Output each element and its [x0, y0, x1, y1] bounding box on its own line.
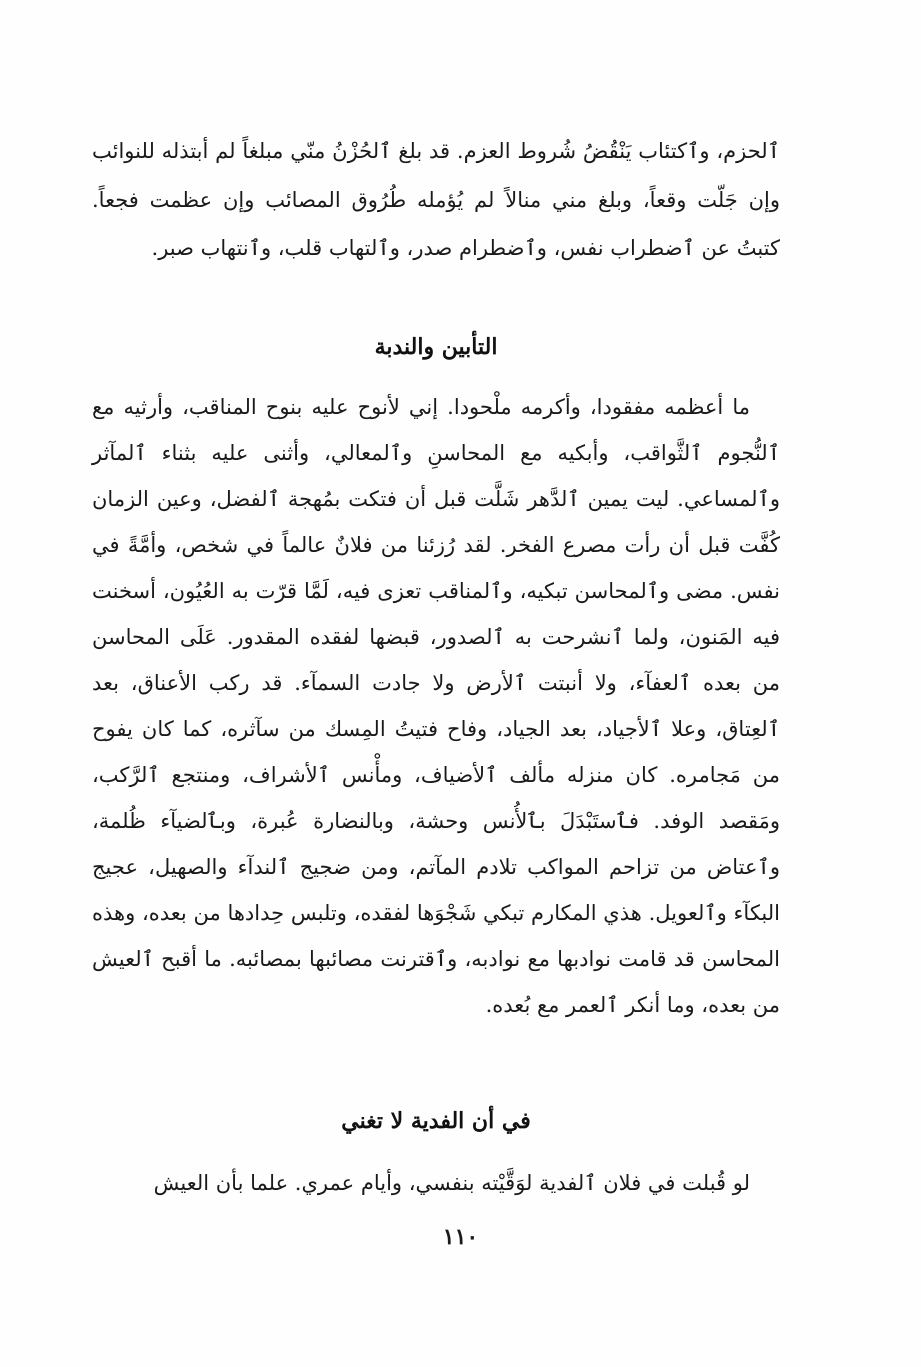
section-heading-eulogy: التأبين والندبة [374, 334, 498, 360]
body-paragraph-continued: ٱلحزم، وٱكتئاب يَنْقُضُ شُروط العزم. قد بلغ ٱلحُزْنُ منّي مبلغاً لم أبتذله للنوائب وإن جَلّت وقعاً، وبلغ مني منالاً لم يُؤمله طُرُوق المصائب وإن عظمت فجعاً. كتبتُ عن ٱضطراب نفس، وٱضطرام صدر، وٱلتهاب قلب، وٱنتهاب صبر. [92, 139, 780, 260]
section-heading-ransom: في أن الفدية لا تغني [341, 1108, 531, 1134]
page-number: ١١٠ [442, 1224, 479, 1250]
body-paragraph-ransom: لو قُبلت في فلان ٱلفدية لوَقَّيْته بنفسي، وأيام عمري. علما بأن العيش [153, 1171, 750, 1195]
body-paragraph-eulogy: ما أعظمه مفقودا، وأكرمه ملْحودا. إني لأنوح عليه بنوح المناقب، وأرثيه مع ٱلنُّجوم ٱلثَّواقب، وأبكيه مع المحاسنِ وٱلمعالي، وأثنى عليه بثناء ٱلمآثر وٱلمساعي. ليت يمين ٱلدَّهر شَلَّت قبل أن فتكت بمُهجة ٱلفضل، وعين الزمان كُفَّت قبل أن رأت مصرع الفخر. لقد رُزئنا من فلانٌ عالماً في شخص، وأمَّةً في نفس. مضى وٱلمحاسن تبكيه، وٱلمناقب تعزى فيه، لَمَّا قرّت به العُيُون، أسخنت فيه المَنون، ولما ٱنشرحت به ٱلصدور، قبضها لفقده المقدور. عَلَى المحاسن من بعده ٱلعفآء، ولا أنبتت ٱلأرض ولا جادت السمآء. قد ركب الأعناق، بعد ٱلعِتاق، وعلا ٱلأجياد، بعد الجياد، وفاح فتيتُ المِسك من سآثره، كما كان يفوح من مَجامره. كان منزله مألف ٱلأضياف، ومأْنس ٱلأشراف، ومنتجع ٱلرَّكب، ومَقصد الوفد. فٱستَبْدَلَ بٱلأُنس وحشة، وبالنضارة عُبرة، وبٱلضيآء ظُلمة، وٱعتاض من تزاحم المواكب تلادم المآتم، ومن ضجيج ٱلندآء والصهيل، عجيج البكآء وٱلعويل. هذي المكارم تبكي شَجْوَها لفقده، وتلبس حِدادها من بعده، وهذه المحاسن قد قامت نوادبها مع نوادبه، وٱقترنت مصائبها بمصائبه. ما أقبح ٱلعيش من بعده، وما أنكر ٱلعمر مع بُعده. [92, 395, 780, 1017]
